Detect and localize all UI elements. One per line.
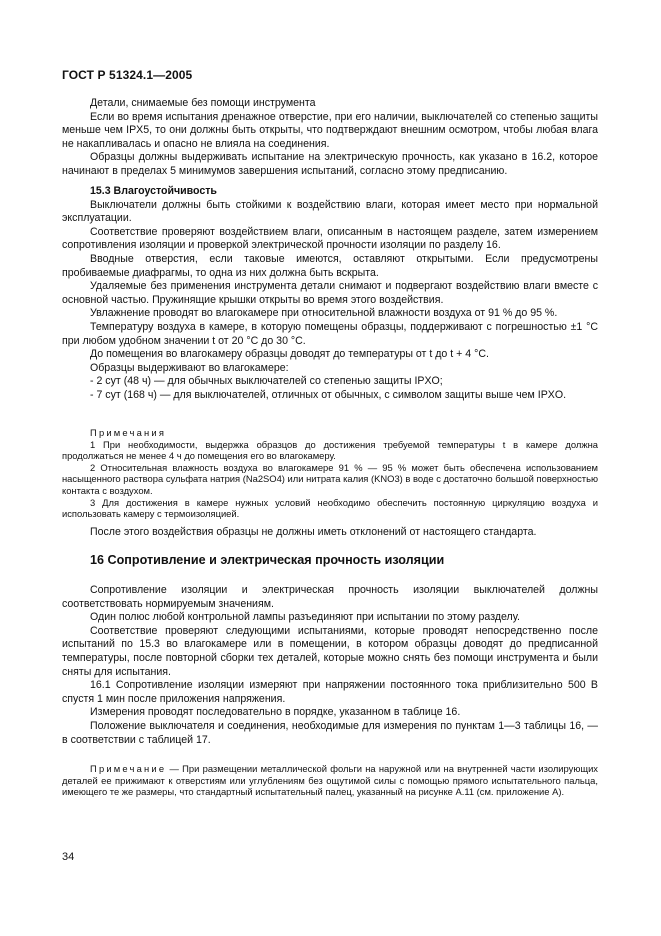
paragraph: Увлажнение проводят во влагокамере при относительной влажности воздуха от 91 % до 95 %. xyxy=(90,307,558,320)
paragraph: Если во время испытания дренажное отверстие, при его наличии, выключателей со степенью защиты меньше чем IPX5, то они должны быть открыты, что подтверждают внешним осмотром, чтобы любая влага не накапливалась и опасно не влияла на соединения. xyxy=(62,110,598,150)
notes-block xyxy=(62,427,598,520)
paragraph: Соответствие проверяют воздействием влаги, описанным в настоящем разделе, затем измерением сопротивления изоляции и проверкой электрической прочности изоляции по разделу 16. xyxy=(62,225,598,252)
paragraph: Детали, снимаемые без помощи инструмента xyxy=(90,97,316,109)
paragraph: Соответствие проверяют следующими испытаниями, которые проводят непосредственно после испытаний по 15.3 во влагокамере или в помещении, в котором образцы доводят до предписанной температуры, после повторной сборки тех деталей, которые можно снять без помощи инструмента и были сняты для испытания. xyxy=(62,624,598,678)
notes-heading: Примечания xyxy=(90,427,167,438)
note-item: 1 При необходимости, выдержка образцов до достижения требуемой температуры t в камере должна продолжаться не менее 4 ч до помещения его во влагокамеру. xyxy=(62,438,598,462)
section-16-body xyxy=(62,584,598,747)
paragraph: Выключатели должны быть стойкими к воздействию влаги, которая имеет место при нормальной эксплуатации. xyxy=(62,198,598,225)
final-note-label: Примечание xyxy=(90,763,167,774)
paragraph: Положение выключателя и соединения, необходимые для измерения по пунктам 1—3 таблицы 16, — в соответствии с таблицей 17. xyxy=(62,719,598,746)
standard-header: ГОСТ Р 51324.1—2005 xyxy=(62,68,193,82)
block-15-2-end xyxy=(62,97,598,179)
after-notes xyxy=(62,526,598,540)
paragraph: Удаляемые без применения инструмента детали снимают и подвергают воздействию влаги вместе с основной частью. Пружинящие крышки открыты во время этого воздействия. xyxy=(62,280,598,306)
paragraph: После этого воздействия образцы не должны иметь отклонений от настоящего стандарта. xyxy=(90,526,537,538)
final-note xyxy=(62,763,598,798)
note-item: 3 Для достижения в камере нужных условий необходимо обеспечить постоянную циркуляцию воздуха и использовать камеру с термоизоляцией. xyxy=(62,496,598,520)
paragraph: Образцы должны выдерживать испытание на электрическую прочность, как указано в 16.2, которое начинают в пределах 5 минимумов завершения испытаний, согласно этому предписанию. xyxy=(62,151,598,177)
paragraph: 16.1 Сопротивление изоляции измеряют при напряжении постоянного тока приблизительно 500 В спустя 1 мин после приложения напряжения. xyxy=(62,679,598,705)
note-item: 2 Относительная влажность воздуха во влагокамере 91 % — 95 % может быть обеспечена использованием насыщенного раствора сульфата натрия (Na2SO4) или нитрата калия (KNO3) в воде с достаточно большой поверхностью контакта с воздухом. xyxy=(62,461,598,496)
list-item: - 2 сут (48 ч) — для обычных выключателей со степенью защиты IPXO; xyxy=(90,375,443,388)
section-15-3 xyxy=(62,185,598,403)
section-16-heading: 16 Сопротивление и электрическая прочность изоляции xyxy=(90,553,445,567)
paragraph: Один полюс любой контрольной лампы разъединяют при испытании по этому разделу. xyxy=(90,611,520,624)
final-note-paragraph xyxy=(62,763,598,798)
list-item: - 7 сут (168 ч) — для выключателей, отличных от обычных, с символом защиты выше чем IPXO. xyxy=(90,388,567,401)
paragraph: Температуру воздуха в камере, в которую помещены образцы, поддерживают с погрешностью ±1 °С при любом удобном значении t от 20 °С до 30 °С. xyxy=(62,320,598,347)
section-heading: 15.3 Влагоустойчивость xyxy=(90,185,217,197)
paragraph: Сопротивление изоляции и электрическая прочность изоляции выключателей должны соответствовать нормируемым значениям. xyxy=(62,584,598,610)
page-number: 34 xyxy=(62,851,75,863)
paragraph: До помещения во влагокамеру образцы доводят до температуры от t до t + 4 °С. xyxy=(90,348,489,361)
paragraph: Образцы выдерживают во влагокамере: xyxy=(90,361,289,374)
final-note-text: — При размещении металлической фольги на наружной или на внутренней части изолирующих деталей ее прижимают к отверстиям или углублениям без ощутимой силы с помощью прямого испытательного пальца, имеющего те же размеры, что стандартный испытательный палец, указанный на рисунке А.11 (см. приложение А). xyxy=(62,763,598,798)
paragraph: Вводные отверстия, если таковые имеются, оставляют открытыми. Если предусмотрены пробиваемые диафрагмы, то одна из них должна быть вскрыта. xyxy=(62,252,598,279)
paragraph: Измерения проводят последовательно в порядке, указанном в таблице 16. xyxy=(90,706,461,719)
